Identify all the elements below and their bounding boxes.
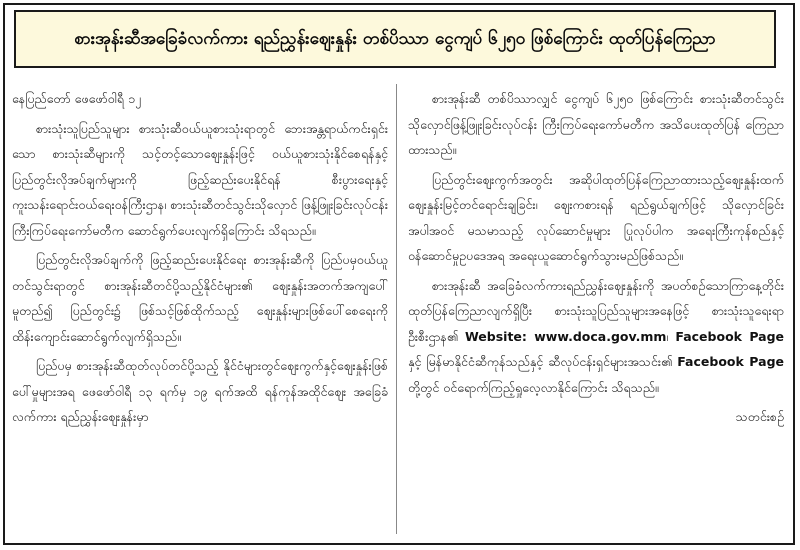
column-divider <box>396 84 397 534</box>
right-paragraph-1: စားအုန်းဆီ တစ်ပိဿာလျှင် ငွေကျပ် ၆၂၅၀ ဖြစ်ကြောင်း စားသုံးဆီတင်သွင်းသိုလှောင်ဖြန့်ဖြူးခြင်းလုပ်ငန်း ကြီးကြပ်ရေးကော်မတီက အသိပေးထုတ်ပြန် ကြေညာထားသည်။ <box>408 91 784 157</box>
headline-text: စားအုန်းဆီအခြေခံလက်ကား ရည်ညွှန်းဈေးနှုန်း တစ်ပိဿာ ငွေကျပ် ၆၂၅၀ ဖြစ်ကြောင်း ထုတ်ပြန်ကြေညာ <box>74 29 716 49</box>
right-paragraph-3 <box>408 273 784 401</box>
right-paragraph-3-text: စားအုန်းဆီ အခြေခံလက်ကားရည်ညွှန်းဈေးနှုန်းကို အပတ်စဉ်သောကြာနေ့တိုင်း ထုတ်ပြန်ကြေညာလျက်ရှိပြီး စားသုံးသူပြည်သူများအနေဖြင့် စားသုံးသူရေးရာဦးစီးဌာန၏ <box>408 277 784 344</box>
separator-text: ၊ <box>666 328 676 344</box>
left-paragraph-3: ပြည်ပမှ စားအုန်းဆီထုတ်လုပ်တင်ပို့သည့် နိုင်ငံများတွင်ဈေးကွက်နှင့်ဈေးနှုန်းဖြစ်ပေါ်မှုများအရ ဖေဖော်ဝါရီ ၁၃ ရက်မှ ၁၉ ရက်အထိ ရန်ကုန်အထိုင်ဈေး အခြေခံလက်ကား ရည်ညွှန်းဈေးနှုန်းမှာ <box>12 358 388 424</box>
association-text: နှင့် မြန်မာနိုင်ငံဆီကုန်သည်နှင့် ဆီလုပ်ငန်းရှင်များအသင်း၏ <box>408 354 678 369</box>
headline-box <box>14 10 776 68</box>
website-link[interactable]: Website: www.doca.gov.mm <box>464 328 667 344</box>
left-paragraph-1: စားသုံးသူပြည်သူများ စားသုံးဆီဝယ်ယူစားသုံးရာတွင် ဘေးအန္တရာယ်ကင်းရှင်းသော စားသုံးဆီများကို သင့်တင့်သောဈေးနှုန်းဖြင့် ဝယ်ယူစားသုံးနိုင်စေရန်နှင့် ပြည်တွင်းလိုအပ်ချက်များကို ဖြည့်ဆည်းပေးနိုင်ရန် စီးပွားရေးနှင့် ကူးသန်းရောင်းဝယ်ရေးဝန်ကြီးဌာန၊ စားသုံးဆီတင်သွင်းသိုလှောင် ဖြန့်ဖြူးခြင်းလုပ်ငန်း ကြီးကြပ်ရေးကော်မတီက ဆောင်ရွက်ပေးလျက်ရှိကြောင်း သိရသည်။ <box>12 120 388 238</box>
byline: သတင်းစဉ် <box>735 409 784 424</box>
facebook-page-link-1[interactable]: Facebook Page <box>675 328 785 344</box>
right-column <box>408 86 784 430</box>
closing-text: တို့တွင် ဝင်ရောက်ကြည့်ရှုလေ့လာနိုင်ကြောင်း သိရသည်။ <box>408 379 659 395</box>
left-column <box>12 86 388 434</box>
left-paragraph-2: ပြည်တွင်းလိုအပ်ချက်ကို ဖြည့်ဆည်းပေးနိုင်ရေး စားအုန်းဆီကို ပြည်ပမှဝယ်ယူ တင်သွင်းရာတွင် စားအုန်းဆီတင်ပို့သည့်နိုင်ငံများ၏ ဈေးနှုန်းအတက်အကျပေါ်မူတည်၍ ပြည်တွင်း၌ ဖြစ်သင့်ဖြစ်ထိုက်သည့် ဈေးနှုန်းများဖြစ်ပေါ်စေရေးကို ထိန်းကျောင်းဆောင်ရွက်လျက်ရှိသည်။ <box>12 252 388 344</box>
dateline: နေပြည်တော် ဖေဖော်ဝါရီ ၁၂ <box>12 91 142 106</box>
right-paragraph-2: ပြည်တွင်းဈေးကွက်အတွင်း အဆိုပါထုတ်ပြန်ကြေညာထားသည့်ဈေးနှုန်းထက် ဈေးနှုန်းမြင့်တင်ရောင်းချခြင်း၊ ဈေးကစားရန် ရည်ရွယ်ချက်ဖြင့် သိုလှောင်ခြင်းအပါအဝင် မသမာသည့် လုပ်ဆောင်မှုများ ပြုလုပ်ပါက အရေးကြီးကုန်စည်နှင့်ဝန်ဆောင်မှုဥပဒေအရ အရေးယူဆောင်ရွက်သွားမည်ဖြစ်သည်။ <box>408 171 784 263</box>
facebook-page-link-2[interactable]: Facebook Page <box>677 354 784 369</box>
